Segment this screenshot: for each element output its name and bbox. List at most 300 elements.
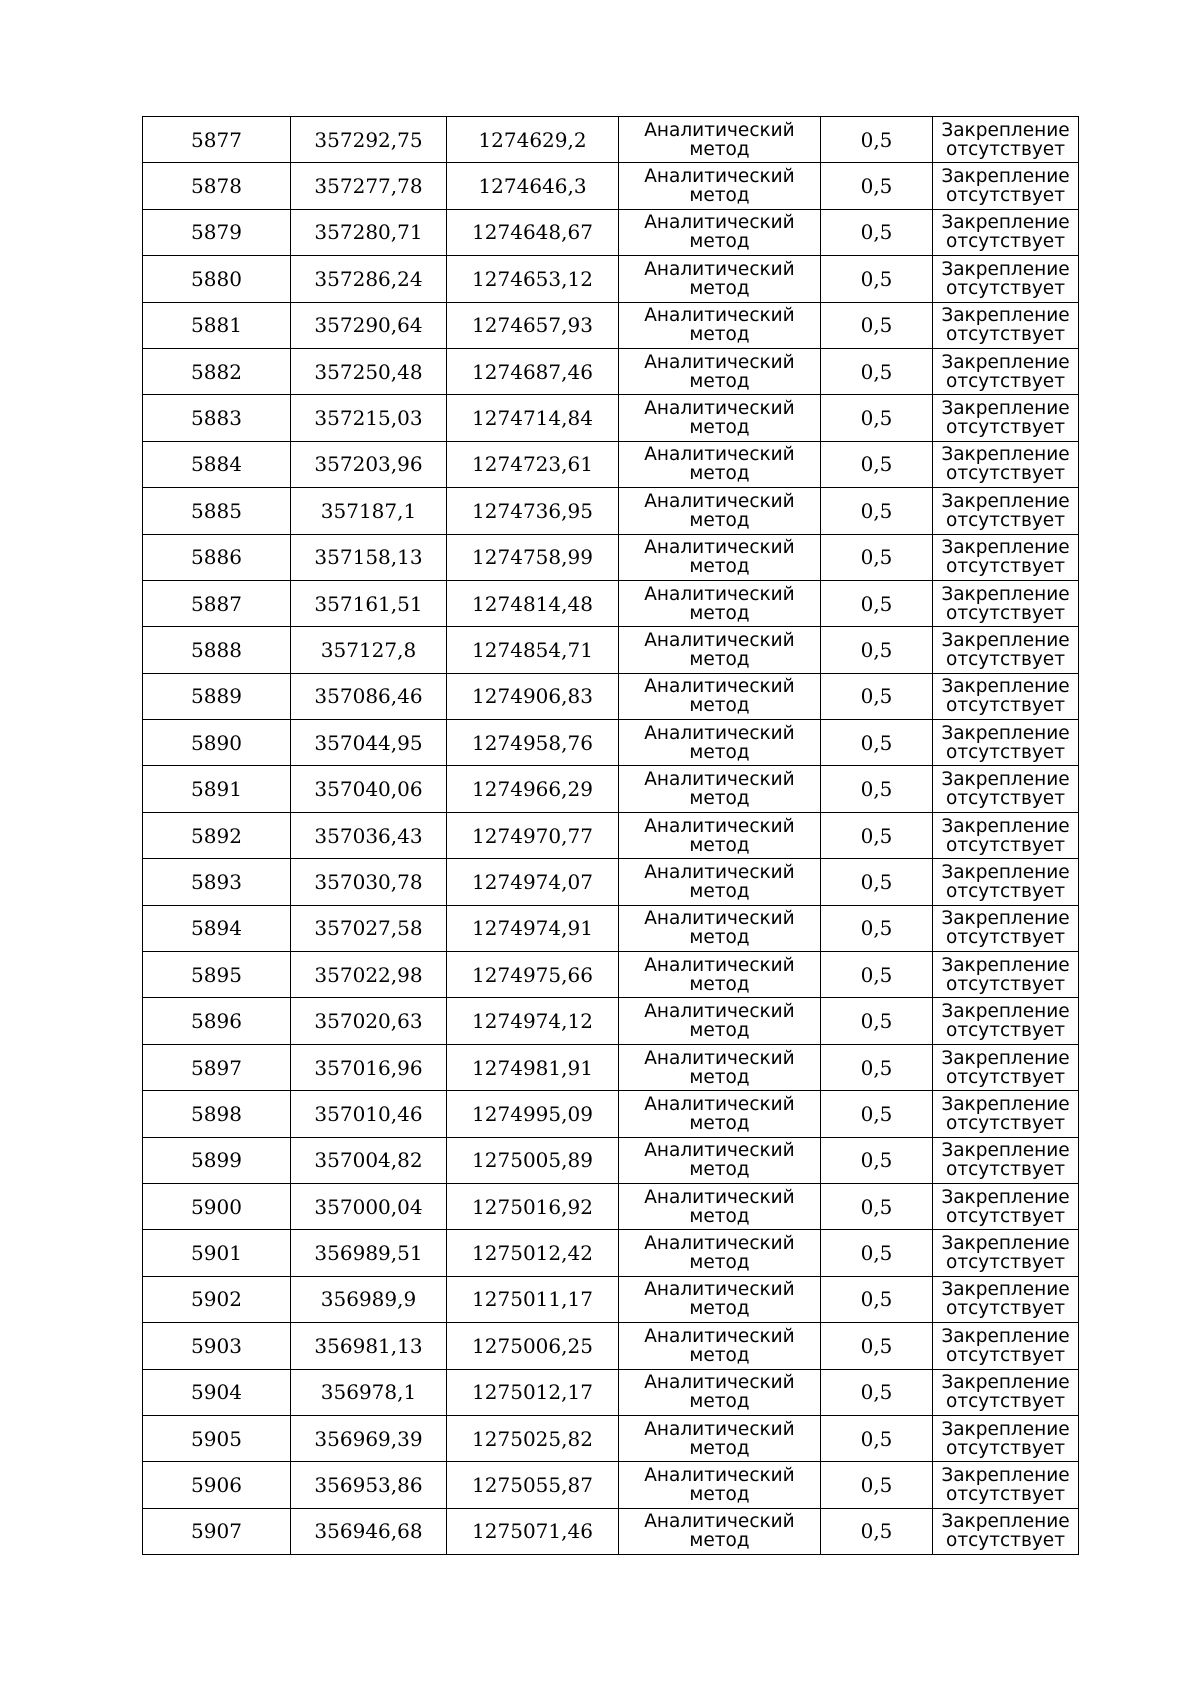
- x-coordinate-cell: 357127,8: [291, 627, 447, 673]
- fixing-cell-line-2: отсутствует: [946, 556, 1065, 578]
- fixing-cell-line-1: Закрепление: [941, 1325, 1070, 1347]
- method-cell-line-1: Аналитический: [644, 1001, 795, 1023]
- table-row: [143, 348, 1079, 394]
- fixing-cell-line-2: отсутствует: [946, 1344, 1065, 1366]
- table-row: [143, 998, 1079, 1044]
- fixing-cell-line-1: Закрепление: [941, 398, 1070, 420]
- accuracy-cell: 0,5: [821, 256, 933, 302]
- y-coordinate-cell: 1275005,89: [447, 1137, 619, 1183]
- table-row: [143, 302, 1079, 348]
- table-row: [143, 627, 1079, 673]
- method-cell-line-1: Аналитический: [644, 537, 795, 559]
- fixing-cell-line-1: Закрепление: [941, 537, 1070, 559]
- fixing-cell-line-2: отсутствует: [946, 695, 1065, 717]
- table-row: [143, 441, 1079, 487]
- fixing-cell-line-1: Закрепление: [941, 1465, 1070, 1487]
- y-coordinate-cell: 1274958,76: [447, 720, 619, 766]
- fixing-cell-line-2: отсутствует: [946, 973, 1065, 995]
- table-row: [143, 534, 1079, 580]
- method-cell-line-1: Аналитический: [644, 1511, 795, 1533]
- method-cell: [619, 1508, 821, 1554]
- accuracy-cell: 0,5: [821, 1183, 933, 1229]
- point-number-cell: 5892: [143, 812, 291, 858]
- y-coordinate-cell: 1275071,46: [447, 1508, 619, 1554]
- fixing-cell: [933, 952, 1079, 998]
- accuracy-cell: 0,5: [821, 163, 933, 209]
- method-cell-line-1: Аналитический: [644, 815, 795, 837]
- method-cell-line-1: Аналитический: [644, 1093, 795, 1115]
- fixing-cell-line-2: отсутствует: [946, 324, 1065, 346]
- accuracy-cell: 0,5: [821, 720, 933, 766]
- fixing-cell: [933, 1044, 1079, 1090]
- fixing-cell: [933, 348, 1079, 394]
- method-cell-line-2: метод: [689, 741, 750, 763]
- accuracy-cell: 0,5: [821, 627, 933, 673]
- table-row: [143, 1276, 1079, 1322]
- method-cell: [619, 395, 821, 441]
- table-row: [143, 395, 1079, 441]
- accuracy-cell: 0,5: [821, 952, 933, 998]
- point-number-cell: 5877: [143, 117, 291, 163]
- fixing-cell-line-2: отсутствует: [946, 1530, 1065, 1552]
- y-coordinate-cell: 1275012,42: [447, 1230, 619, 1276]
- fixing-cell: [933, 1276, 1079, 1322]
- x-coordinate-cell: 356981,13: [291, 1323, 447, 1369]
- fixing-cell-line-1: Закрепление: [941, 444, 1070, 466]
- fixing-cell-line-1: Закрепление: [941, 305, 1070, 327]
- x-coordinate-cell: 357036,43: [291, 812, 447, 858]
- fixing-cell: [933, 1462, 1079, 1508]
- method-cell-line-2: метод: [689, 1252, 750, 1274]
- point-number-cell: 5907: [143, 1508, 291, 1554]
- method-cell-line-2: метод: [689, 927, 750, 949]
- table-row: [143, 766, 1079, 812]
- method-cell-line-1: Аналитический: [644, 583, 795, 605]
- coordinates-table-body: [143, 117, 1079, 1555]
- y-coordinate-cell: 1274995,09: [447, 1091, 619, 1137]
- fixing-cell-line-1: Закрепление: [941, 1511, 1070, 1533]
- y-coordinate-cell: 1274814,48: [447, 580, 619, 626]
- point-number-cell: 5893: [143, 859, 291, 905]
- x-coordinate-cell: 356989,9: [291, 1276, 447, 1322]
- point-number-cell: 5899: [143, 1137, 291, 1183]
- coordinates-table: [142, 116, 1079, 1555]
- method-cell-line-1: Аналитический: [644, 676, 795, 698]
- x-coordinate-cell: 357187,1: [291, 488, 447, 534]
- y-coordinate-cell: 1274629,2: [447, 117, 619, 163]
- method-cell-line-2: метод: [689, 509, 750, 531]
- fixing-cell-line-2: отсутствует: [946, 370, 1065, 392]
- table-row: [143, 720, 1079, 766]
- method-cell-line-2: метод: [689, 417, 750, 439]
- fixing-cell: [933, 1415, 1079, 1461]
- method-cell-line-2: метод: [689, 1020, 750, 1042]
- point-number-cell: 5902: [143, 1276, 291, 1322]
- fixing-cell-line-1: Закрепление: [941, 676, 1070, 698]
- fixing-cell-line-1: Закрепление: [941, 166, 1070, 188]
- method-cell: [619, 488, 821, 534]
- point-number-cell: 5898: [143, 1091, 291, 1137]
- table-row: [143, 488, 1079, 534]
- table-row: [143, 256, 1079, 302]
- y-coordinate-cell: 1274970,77: [447, 812, 619, 858]
- method-cell: [619, 1369, 821, 1415]
- fixing-cell-line-2: отсутствует: [946, 788, 1065, 810]
- fixing-cell: [933, 441, 1079, 487]
- fixing-cell-line-1: Закрепление: [941, 954, 1070, 976]
- fixing-cell-line-1: Закрепление: [941, 815, 1070, 837]
- fixing-cell: [933, 1230, 1079, 1276]
- table-row: [143, 1462, 1079, 1508]
- fixing-cell: [933, 1183, 1079, 1229]
- table-row: [143, 209, 1079, 255]
- fixing-cell-line-1: Закрепление: [941, 908, 1070, 930]
- fixing-cell: [933, 859, 1079, 905]
- fixing-cell-line-2: отсутствует: [946, 602, 1065, 624]
- fixing-cell-line-2: отсутствует: [946, 1437, 1065, 1459]
- x-coordinate-cell: 356969,39: [291, 1415, 447, 1461]
- method-cell-line-1: Аналитический: [644, 398, 795, 420]
- fixing-cell: [933, 395, 1079, 441]
- point-number-cell: 5891: [143, 766, 291, 812]
- point-number-cell: 5888: [143, 627, 291, 673]
- point-number-cell: 5883: [143, 395, 291, 441]
- method-cell-line-1: Аналитический: [644, 305, 795, 327]
- table-row: [143, 905, 1079, 951]
- fixing-cell-line-2: отсутствует: [946, 231, 1065, 253]
- method-cell-line-2: метод: [689, 695, 750, 717]
- method-cell: [619, 348, 821, 394]
- y-coordinate-cell: 1274714,84: [447, 395, 619, 441]
- y-coordinate-cell: 1275006,25: [447, 1323, 619, 1369]
- y-coordinate-cell: 1274653,12: [447, 256, 619, 302]
- x-coordinate-cell: 357022,98: [291, 952, 447, 998]
- fixing-cell-line-1: Закрепление: [941, 258, 1070, 280]
- fixing-cell: [933, 720, 1079, 766]
- method-cell-line-1: Аналитический: [644, 444, 795, 466]
- fixing-cell-line-1: Закрепление: [941, 351, 1070, 373]
- method-cell: [619, 117, 821, 163]
- x-coordinate-cell: 357292,75: [291, 117, 447, 163]
- method-cell-line-2: метод: [689, 834, 750, 856]
- table-row: [143, 812, 1079, 858]
- x-coordinate-cell: 357277,78: [291, 163, 447, 209]
- method-cell-line-1: Аналитический: [644, 351, 795, 373]
- method-cell: [619, 1276, 821, 1322]
- accuracy-cell: 0,5: [821, 998, 933, 1044]
- accuracy-cell: 0,5: [821, 1044, 933, 1090]
- method-cell: [619, 256, 821, 302]
- method-cell: [619, 534, 821, 580]
- method-cell: [619, 1183, 821, 1229]
- point-number-cell: 5879: [143, 209, 291, 255]
- x-coordinate-cell: 357203,96: [291, 441, 447, 487]
- method-cell-line-2: метод: [689, 1530, 750, 1552]
- point-number-cell: 5878: [143, 163, 291, 209]
- table-row: [143, 163, 1079, 209]
- point-number-cell: 5887: [143, 580, 291, 626]
- accuracy-cell: 0,5: [821, 1415, 933, 1461]
- accuracy-cell: 0,5: [821, 1369, 933, 1415]
- x-coordinate-cell: 356978,1: [291, 1369, 447, 1415]
- x-coordinate-cell: 357000,04: [291, 1183, 447, 1229]
- point-number-cell: 5906: [143, 1462, 291, 1508]
- method-cell-line-2: метод: [689, 788, 750, 810]
- method-cell-line-1: Аналитический: [644, 1465, 795, 1487]
- point-number-cell: 5903: [143, 1323, 291, 1369]
- method-cell-line-2: метод: [689, 1484, 750, 1506]
- x-coordinate-cell: 357027,58: [291, 905, 447, 951]
- table-row: [143, 117, 1079, 163]
- method-cell-line-2: метод: [689, 1298, 750, 1320]
- x-coordinate-cell: 357030,78: [291, 859, 447, 905]
- accuracy-cell: 0,5: [821, 812, 933, 858]
- fixing-cell-line-1: Закрепление: [941, 769, 1070, 791]
- method-cell: [619, 302, 821, 348]
- method-cell: [619, 812, 821, 858]
- method-cell: [619, 580, 821, 626]
- fixing-cell: [933, 302, 1079, 348]
- point-number-cell: 5884: [143, 441, 291, 487]
- method-cell: [619, 1462, 821, 1508]
- fixing-cell: [933, 1508, 1079, 1554]
- x-coordinate-cell: 356946,68: [291, 1508, 447, 1554]
- fixing-cell-line-1: Закрепление: [941, 583, 1070, 605]
- method-cell-line-2: метод: [689, 1066, 750, 1088]
- y-coordinate-cell: 1275055,87: [447, 1462, 619, 1508]
- point-number-cell: 5880: [143, 256, 291, 302]
- fixing-cell: [933, 488, 1079, 534]
- method-cell-line-1: Аналитический: [644, 1325, 795, 1347]
- x-coordinate-cell: 357280,71: [291, 209, 447, 255]
- method-cell-line-1: Аналитический: [644, 258, 795, 280]
- method-cell: [619, 627, 821, 673]
- accuracy-cell: 0,5: [821, 348, 933, 394]
- y-coordinate-cell: 1274648,67: [447, 209, 619, 255]
- method-cell-line-2: метод: [689, 324, 750, 346]
- method-cell-line-1: Аналитический: [644, 954, 795, 976]
- x-coordinate-cell: 357086,46: [291, 673, 447, 719]
- method-cell-line-2: метод: [689, 185, 750, 207]
- x-coordinate-cell: 357290,64: [291, 302, 447, 348]
- fixing-cell-line-2: отсутствует: [946, 1112, 1065, 1134]
- y-coordinate-cell: 1274736,95: [447, 488, 619, 534]
- x-coordinate-cell: 357020,63: [291, 998, 447, 1044]
- x-coordinate-cell: 357040,06: [291, 766, 447, 812]
- method-cell-line-2: метод: [689, 1391, 750, 1413]
- table-row: [143, 1230, 1079, 1276]
- accuracy-cell: 0,5: [821, 859, 933, 905]
- method-cell: [619, 766, 821, 812]
- x-coordinate-cell: 357215,03: [291, 395, 447, 441]
- y-coordinate-cell: 1274981,91: [447, 1044, 619, 1090]
- method-cell-line-2: метод: [689, 1205, 750, 1227]
- accuracy-cell: 0,5: [821, 673, 933, 719]
- method-cell-line-2: метод: [689, 277, 750, 299]
- fixing-cell-line-1: Закрепление: [941, 490, 1070, 512]
- accuracy-cell: 0,5: [821, 766, 933, 812]
- method-cell-line-1: Аналитический: [644, 769, 795, 791]
- method-cell-line-2: метод: [689, 463, 750, 485]
- method-cell-line-1: Аналитический: [644, 166, 795, 188]
- point-number-cell: 5905: [143, 1415, 291, 1461]
- y-coordinate-cell: 1274974,91: [447, 905, 619, 951]
- fixing-cell-line-1: Закрепление: [941, 1186, 1070, 1208]
- y-coordinate-cell: 1275025,82: [447, 1415, 619, 1461]
- method-cell-line-2: метод: [689, 138, 750, 160]
- method-cell-line-1: Аналитический: [644, 908, 795, 930]
- table-row: [143, 1415, 1079, 1461]
- method-cell-line-1: Аналитический: [644, 1279, 795, 1301]
- method-cell: [619, 163, 821, 209]
- fixing-cell: [933, 163, 1079, 209]
- method-cell-line-1: Аналитический: [644, 1418, 795, 1440]
- fixing-cell-line-2: отсутствует: [946, 1298, 1065, 1320]
- table-row: [143, 1183, 1079, 1229]
- method-cell: [619, 720, 821, 766]
- method-cell-line-1: Аналитический: [644, 1372, 795, 1394]
- accuracy-cell: 0,5: [821, 395, 933, 441]
- y-coordinate-cell: 1274906,83: [447, 673, 619, 719]
- method-cell-line-2: метод: [689, 556, 750, 578]
- fixing-cell-line-1: Закрепление: [941, 1001, 1070, 1023]
- x-coordinate-cell: 357044,95: [291, 720, 447, 766]
- fixing-cell-line-1: Закрепление: [941, 119, 1070, 141]
- y-coordinate-cell: 1274723,61: [447, 441, 619, 487]
- method-cell-line-2: метод: [689, 231, 750, 253]
- x-coordinate-cell: 357004,82: [291, 1137, 447, 1183]
- fixing-cell: [933, 209, 1079, 255]
- accuracy-cell: 0,5: [821, 117, 933, 163]
- x-coordinate-cell: 357016,96: [291, 1044, 447, 1090]
- method-cell-line-1: Аналитический: [644, 1047, 795, 1069]
- fixing-cell-line-2: отсутствует: [946, 138, 1065, 160]
- accuracy-cell: 0,5: [821, 209, 933, 255]
- accuracy-cell: 0,5: [821, 1091, 933, 1137]
- fixing-cell: [933, 117, 1079, 163]
- y-coordinate-cell: 1275011,17: [447, 1276, 619, 1322]
- fixing-cell-line-2: отсутствует: [946, 927, 1065, 949]
- method-cell-line-1: Аналитический: [644, 861, 795, 883]
- y-coordinate-cell: 1274657,93: [447, 302, 619, 348]
- method-cell-line-1: Аналитический: [644, 490, 795, 512]
- table-row: [143, 1137, 1079, 1183]
- method-cell-line-2: метод: [689, 1112, 750, 1134]
- point-number-cell: 5901: [143, 1230, 291, 1276]
- method-cell-line-1: Аналитический: [644, 722, 795, 744]
- y-coordinate-cell: 1275016,92: [447, 1183, 619, 1229]
- fixing-cell: [933, 998, 1079, 1044]
- method-cell-line-1: Аналитический: [644, 119, 795, 141]
- fixing-cell-line-1: Закрепление: [941, 212, 1070, 234]
- fixing-cell: [933, 812, 1079, 858]
- method-cell-line-2: метод: [689, 880, 750, 902]
- method-cell: [619, 1044, 821, 1090]
- fixing-cell-line-1: Закрепление: [941, 1047, 1070, 1069]
- point-number-cell: 5881: [143, 302, 291, 348]
- fixing-cell: [933, 534, 1079, 580]
- accuracy-cell: 0,5: [821, 302, 933, 348]
- table-row: [143, 1323, 1079, 1369]
- fixing-cell-line-1: Закрепление: [941, 1233, 1070, 1255]
- method-cell-line-2: метод: [689, 1344, 750, 1366]
- fixing-cell-line-2: отсутствует: [946, 277, 1065, 299]
- method-cell: [619, 209, 821, 255]
- y-coordinate-cell: 1274646,3: [447, 163, 619, 209]
- method-cell-line-1: Аналитический: [644, 212, 795, 234]
- method-cell: [619, 1091, 821, 1137]
- fixing-cell-line-1: Закрепление: [941, 1418, 1070, 1440]
- fixing-cell: [933, 580, 1079, 626]
- point-number-cell: 5896: [143, 998, 291, 1044]
- method-cell: [619, 998, 821, 1044]
- table-row: [143, 859, 1079, 905]
- fixing-cell-line-2: отсутствует: [946, 648, 1065, 670]
- x-coordinate-cell: 357161,51: [291, 580, 447, 626]
- point-number-cell: 5895: [143, 952, 291, 998]
- table-row: [143, 1091, 1079, 1137]
- fixing-cell-line-1: Закрепление: [941, 861, 1070, 883]
- method-cell: [619, 859, 821, 905]
- accuracy-cell: 0,5: [821, 1230, 933, 1276]
- fixing-cell: [933, 1369, 1079, 1415]
- table-row: [143, 952, 1079, 998]
- method-cell-line-2: метод: [689, 1437, 750, 1459]
- table-row: [143, 1508, 1079, 1554]
- y-coordinate-cell: 1274974,07: [447, 859, 619, 905]
- fixing-cell-line-2: отсутствует: [946, 1252, 1065, 1274]
- accuracy-cell: 0,5: [821, 580, 933, 626]
- fixing-cell-line-2: отсутствует: [946, 185, 1065, 207]
- fixing-cell: [933, 905, 1079, 951]
- y-coordinate-cell: 1274758,99: [447, 534, 619, 580]
- accuracy-cell: 0,5: [821, 441, 933, 487]
- method-cell-line-1: Аналитический: [644, 1186, 795, 1208]
- fixing-cell-line-1: Закрепление: [941, 1093, 1070, 1115]
- method-cell: [619, 1323, 821, 1369]
- fixing-cell-line-2: отсутствует: [946, 1066, 1065, 1088]
- method-cell-line-2: метод: [689, 973, 750, 995]
- fixing-cell-line-2: отсутствует: [946, 417, 1065, 439]
- point-number-cell: 5904: [143, 1369, 291, 1415]
- x-coordinate-cell: 357286,24: [291, 256, 447, 302]
- method-cell-line-2: метод: [689, 370, 750, 392]
- point-number-cell: 5890: [143, 720, 291, 766]
- method-cell-line-2: метод: [689, 648, 750, 670]
- method-cell: [619, 673, 821, 719]
- method-cell-line-2: метод: [689, 1159, 750, 1181]
- x-coordinate-cell: 357250,48: [291, 348, 447, 394]
- fixing-cell: [933, 1323, 1079, 1369]
- point-number-cell: 5886: [143, 534, 291, 580]
- fixing-cell-line-2: отсутствует: [946, 741, 1065, 763]
- fixing-cell: [933, 766, 1079, 812]
- method-cell: [619, 441, 821, 487]
- method-cell: [619, 1137, 821, 1183]
- fixing-cell-line-1: Закрепление: [941, 1279, 1070, 1301]
- accuracy-cell: 0,5: [821, 1276, 933, 1322]
- y-coordinate-cell: 1275012,17: [447, 1369, 619, 1415]
- point-number-cell: 5894: [143, 905, 291, 951]
- fixing-cell: [933, 673, 1079, 719]
- x-coordinate-cell: 356989,51: [291, 1230, 447, 1276]
- accuracy-cell: 0,5: [821, 1137, 933, 1183]
- y-coordinate-cell: 1274966,29: [447, 766, 619, 812]
- x-coordinate-cell: 357010,46: [291, 1091, 447, 1137]
- x-coordinate-cell: 357158,13: [291, 534, 447, 580]
- fixing-cell-line-2: отсутствует: [946, 1391, 1065, 1413]
- fixing-cell: [933, 627, 1079, 673]
